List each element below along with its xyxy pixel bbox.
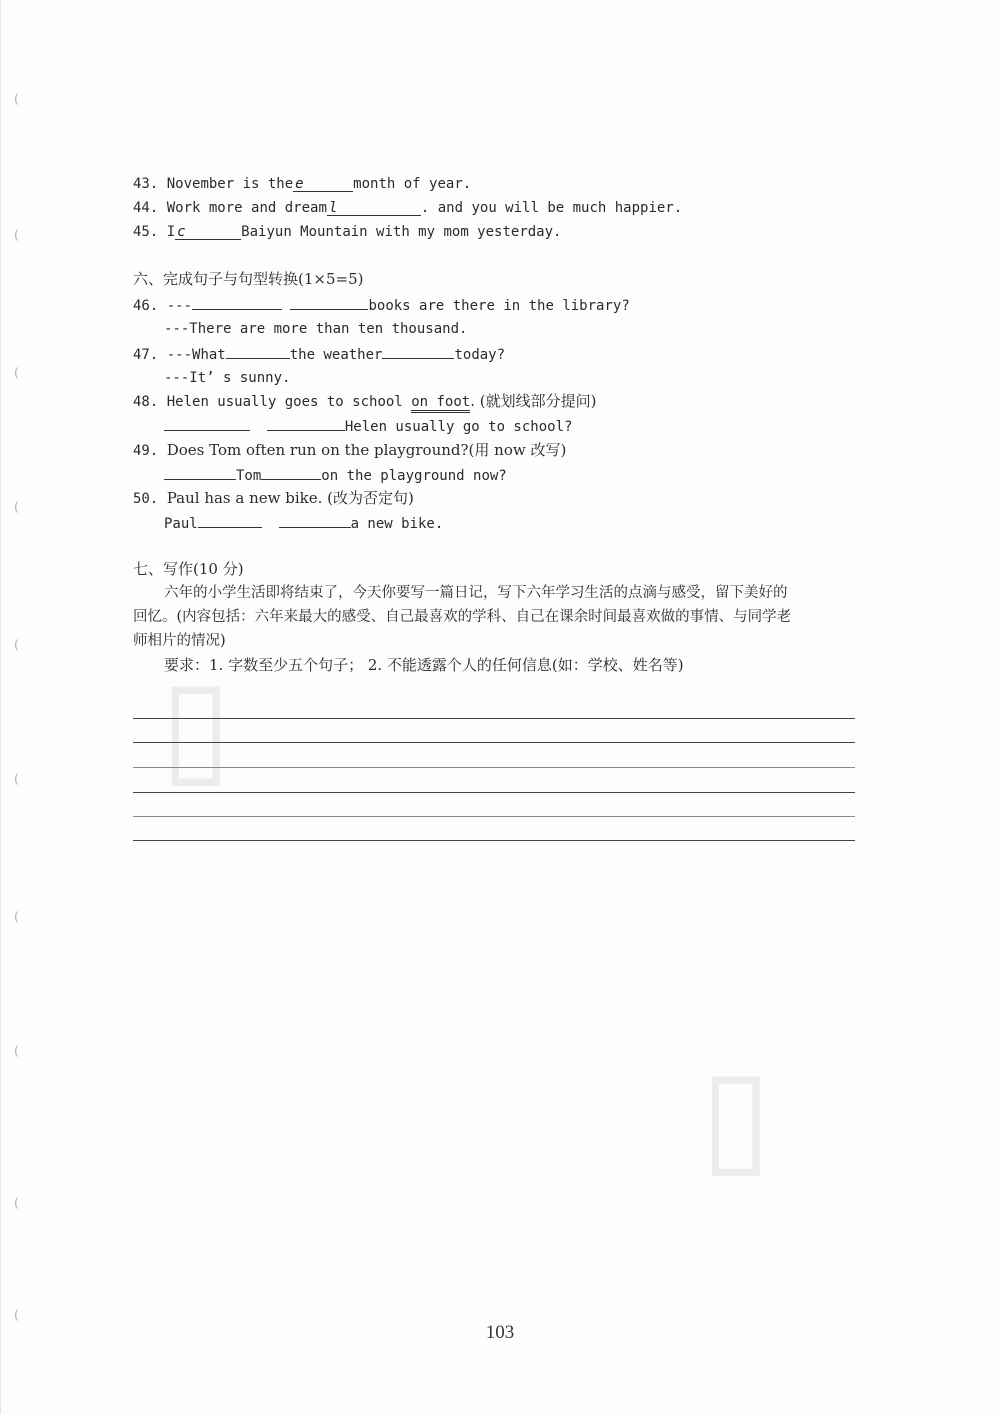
answer-blank[interactable] [293,177,353,192]
bleed-through-mark: ▯ [700,1039,772,1191]
answer-blank[interactable] [226,344,290,359]
question-instruction: . (就划线部分提问) [470,392,597,410]
answer-blank[interactable] [261,465,321,480]
section-6-heading: 六、完成句子与句型转换(1×5=5) [133,270,364,288]
writing-requirements: 要求：1. 字数至少五个句子； 2. 不能透露个人的任何信息(如：学校、姓名等) [164,656,684,674]
writing-prompt-line: 回忆。(内容包括：六年来最大的感受、自己最喜欢的学科、自己在课余时间最喜欢做的事情、与同学老 [133,609,792,625]
question-text: ---What [166,347,226,363]
answer-blank[interactable] [198,513,262,528]
answer-blank[interactable] [175,225,241,240]
question-49 [133,441,566,460]
question-text: the weather [289,347,383,363]
question-text: . and you will be much happier. [420,200,683,216]
question-number: 44. [133,200,159,216]
question-text: Helen usually go to school? [344,419,573,435]
binding-mark: ( [14,500,20,515]
writing-line[interactable] [133,767,855,768]
question-text: I [166,224,176,240]
question-number: 50. [133,491,159,507]
answer-blank[interactable] [164,416,250,431]
writing-line[interactable] [133,718,855,719]
question-text: books are there in the library? [368,298,630,314]
question-48 [133,392,596,411]
question-number: 45. [133,224,159,240]
question-number: 46. [133,298,159,314]
question-44 [133,199,682,217]
question-text: Does Tom often run on the playground?(用 now 改写) [166,441,567,459]
question-text: Paul has a new bike. (改为否定句) [166,489,414,507]
page-number: 103 [485,1322,515,1343]
question-text: on the playground now? [321,468,507,484]
answer-blank[interactable] [327,201,421,216]
bleed-through-mark: ▯ [160,649,232,801]
writing-line[interactable] [133,742,855,743]
question-text: today? [454,347,506,363]
writing-line[interactable] [133,840,855,841]
question-text: --- [166,298,193,314]
question-45 [133,223,561,241]
question-47-reply: ---It’ s sunny. [164,370,291,386]
answer-letter: e [295,176,304,192]
question-50-answer [164,513,443,533]
writing-line[interactable] [133,792,855,793]
binding-mark: ( [14,1308,20,1323]
answer-blank[interactable] [192,295,282,310]
question-text: November is the [166,176,294,192]
question-47 [133,344,505,364]
writing-prompt-line: 六年的小学生活即将结束了，今天你要写一篇日记，写下六年学习生活的点滴与感受，留下美好的 [164,585,788,601]
question-number: 48. [133,394,159,410]
binding-mark: ( [14,638,20,653]
question-text: month of year. [353,176,472,192]
question-text: Paul [164,516,198,532]
binding-mark: ( [14,910,20,925]
question-number: 43. [133,176,159,192]
underlined-phrase: on foot [411,394,470,413]
question-46 [133,295,630,315]
binding-mark: ( [14,228,20,243]
answer-blank[interactable] [290,295,368,310]
section-7-heading: 七、写作(10 分) [133,560,244,578]
question-text: Tom [236,468,262,484]
question-49-answer [164,465,507,485]
writing-prompt-line: 师相片的情况) [133,633,226,649]
answer-letter: l [328,200,338,216]
question-46-reply: ---There are more than ten thousand. [164,321,468,337]
answer-letter: c [177,224,186,240]
question-48-answer [164,416,572,436]
question-text: Helen usually goes to school [166,394,403,410]
question-text: a new bike. [350,516,444,532]
answer-blank[interactable] [267,416,345,431]
question-number: 47. [133,347,159,363]
binding-mark: ( [14,1196,20,1211]
writing-line[interactable] [133,816,855,817]
answer-blank[interactable] [382,344,454,359]
question-number: 49. [133,443,159,459]
question-text: Baiyun Mountain with my mom yesterday. [241,224,562,240]
answer-blank[interactable] [279,513,351,528]
question-50 [133,489,414,508]
question-43 [133,175,471,193]
answer-blank[interactable] [164,465,236,480]
binding-mark: ( [14,1044,20,1059]
binding-mark: ( [14,366,20,381]
question-text: Work more and dream [166,200,327,216]
binding-mark: ( [14,92,20,107]
binding-mark: ( [14,772,20,787]
